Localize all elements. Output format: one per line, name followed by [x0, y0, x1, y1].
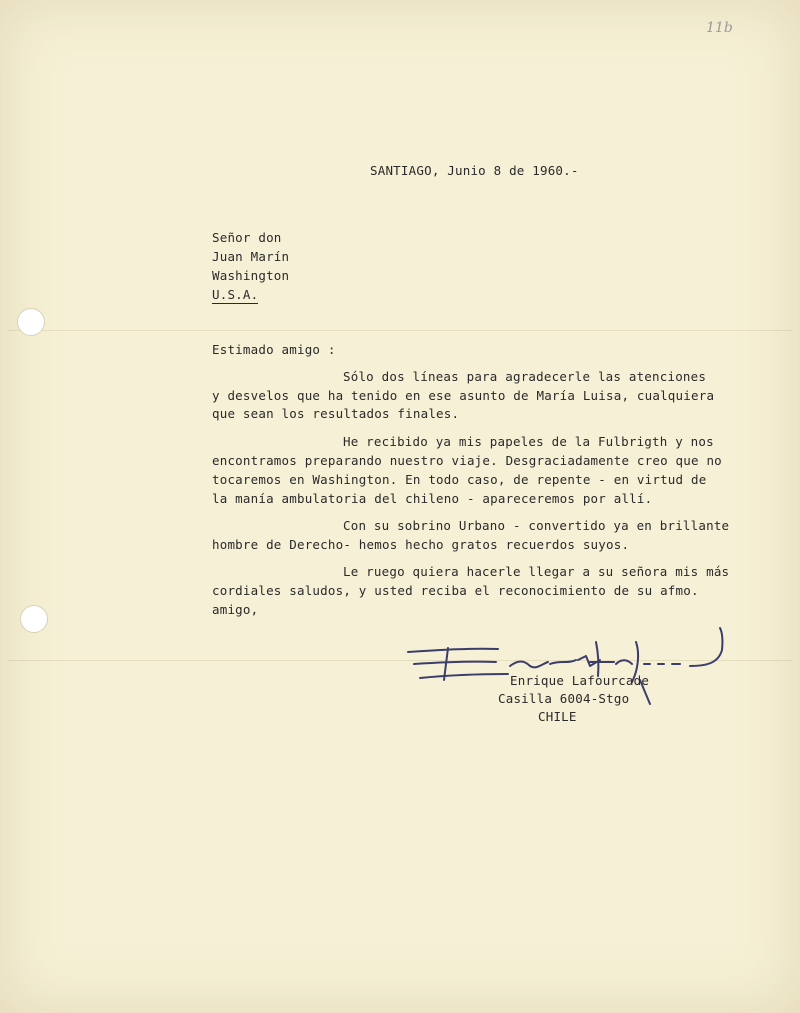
paragraph-1-line-2: y desvelos que ha tenido en ese asunto de María Luisa, cualquiera — [212, 388, 715, 403]
recipient-line-3: Washington — [212, 268, 290, 283]
paragraph-1-line-1: Sólo dos líneas para agradecerle las atenciones — [343, 369, 707, 384]
paragraph-2-line-2: encontramos preparando nuestro viaje. Desgraciadamente creo que no — [212, 453, 722, 468]
archive-mark: 11b — [706, 20, 733, 36]
punch-hole — [20, 605, 48, 633]
paragraph-3-line-1: Con su sobrino Urbano - convertido ya en brillante — [343, 518, 730, 533]
paragraph-4-line-3: amigo, — [212, 602, 259, 617]
dateline-date: , Junio 8 de 1960.- — [431, 163, 579, 178]
signature-country: CHILE — [538, 709, 577, 724]
recipient-country: U.S.A. — [212, 287, 259, 302]
signature-address: Casilla 6004-Stgo — [498, 691, 630, 706]
recipient-line-4 — [212, 287, 258, 302]
paragraph-2-line-3: tocaremos en Washington. En todo caso, de repente - en virtud de — [212, 472, 707, 487]
paper-crease — [8, 330, 792, 331]
recipient-line-2: Juan Marín — [212, 249, 290, 264]
recipient-line-1: Señor don — [212, 230, 282, 245]
paragraph-4-line-1: Le ruego quiera hacerle llegar a su señora mis más — [343, 564, 730, 579]
dateline-city: SANTIAGO — [370, 163, 432, 178]
paragraph-1-line-3: que sean los resultados finales. — [212, 406, 460, 421]
signature-name: Enrique Lafourcade — [510, 673, 650, 688]
salutation: Estimado amigo : — [212, 342, 336, 357]
dateline — [370, 163, 579, 178]
punch-hole — [17, 308, 45, 336]
paragraph-2-line-4: la manía ambulatoria del chileno - apareceremos por allí. — [212, 491, 653, 506]
paragraph-2-line-1: He recibido ya mis papeles de la Fulbrigth y nos — [343, 434, 714, 449]
paragraph-4-line-2: cordiales saludos, y usted reciba el reconocimiento de su afmo. — [212, 583, 699, 598]
paragraph-3-line-2: hombre de Derecho- hemos hecho gratos recuerdos suyos. — [212, 537, 630, 552]
